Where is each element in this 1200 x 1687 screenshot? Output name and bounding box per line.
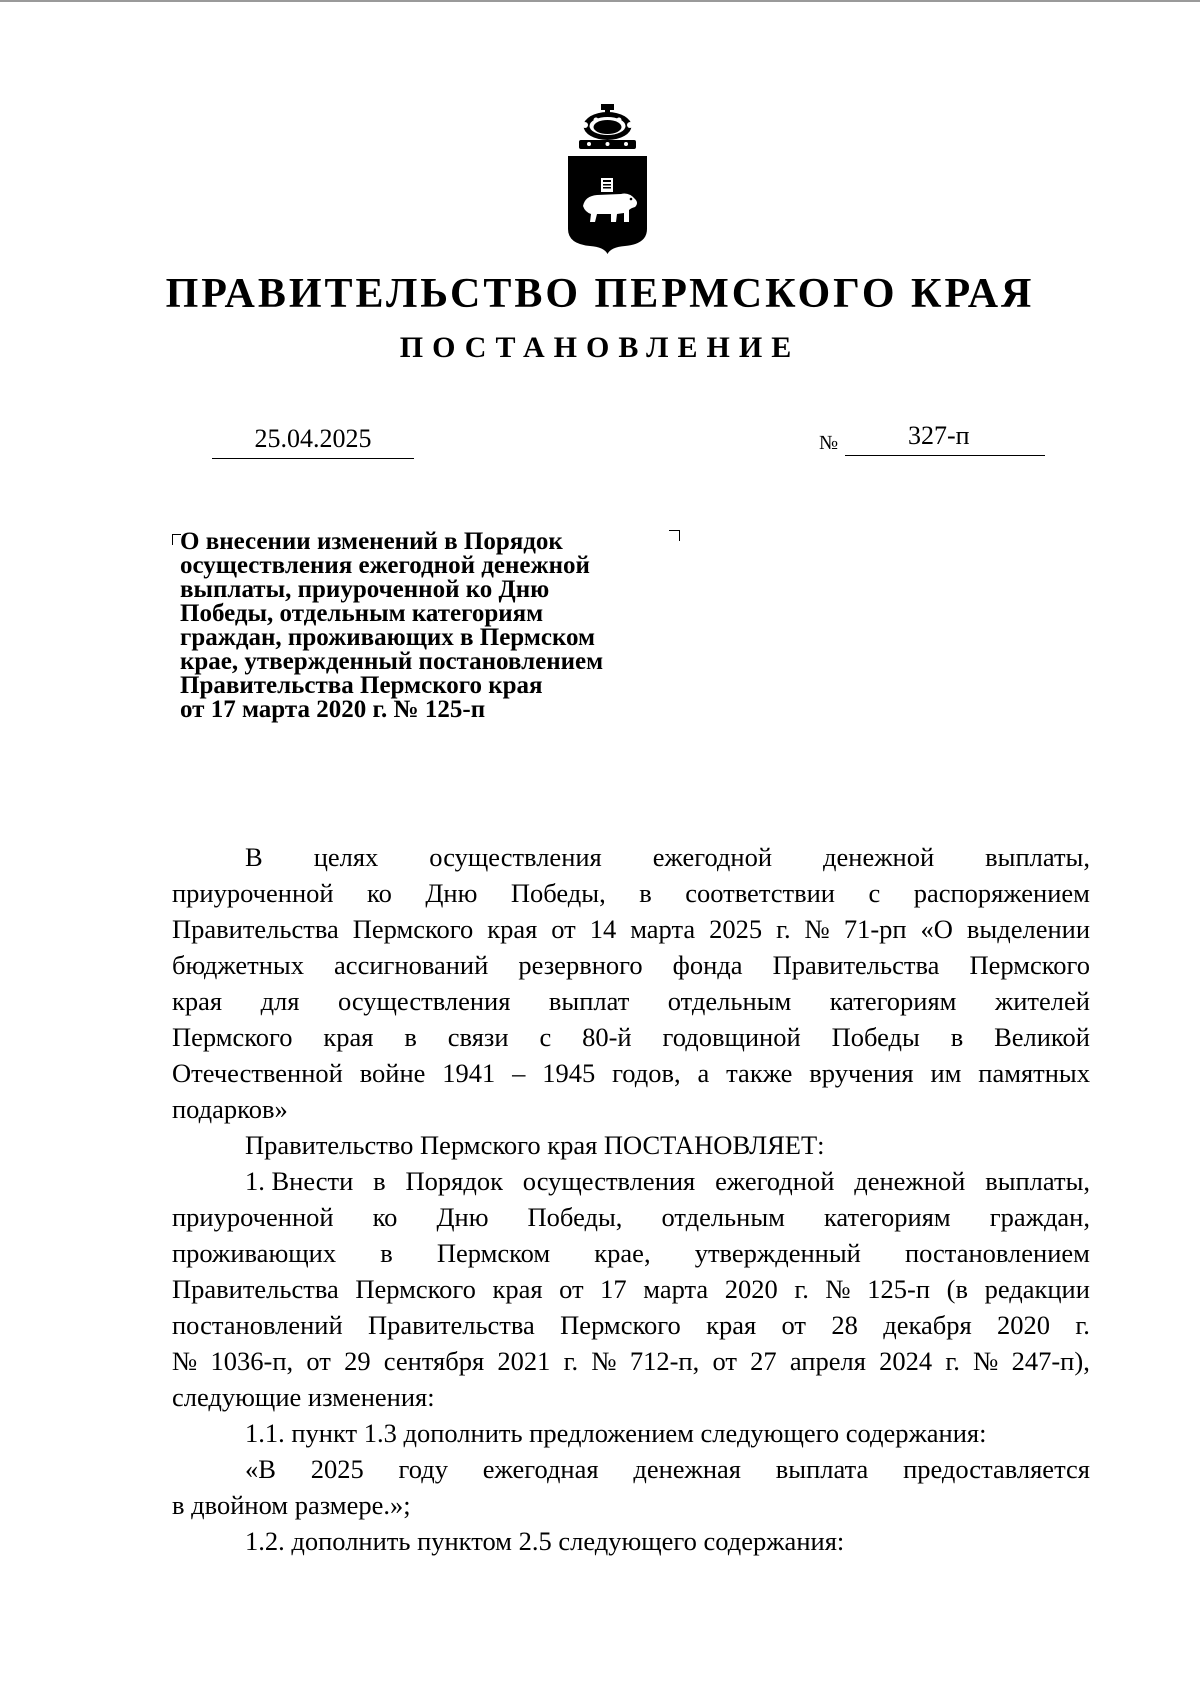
word: марта [643, 1274, 709, 1304]
word: отдельным [661, 1202, 785, 1232]
word: осуществления [337, 986, 511, 1016]
word: от [551, 914, 576, 944]
word: (в [946, 1274, 968, 1304]
word: № [172, 1346, 198, 1376]
word: 712-п, [629, 1346, 700, 1376]
word: выплаты, [985, 842, 1090, 872]
body-line [172, 839, 1090, 875]
word: 71-рп [843, 914, 907, 944]
word: резервного [518, 950, 643, 980]
subject-line: выплаты, приуроченной ко Дню [180, 576, 550, 603]
word: г. [776, 914, 791, 944]
word: в [950, 1022, 964, 1052]
body-line [172, 1271, 1090, 1307]
word: 28 [831, 1310, 858, 1340]
word: годов, [612, 1058, 681, 1088]
word: 17 [600, 1274, 627, 1304]
word: отдельным [667, 986, 792, 1016]
body-line [172, 875, 1090, 911]
word: выплата [775, 1454, 869, 1484]
word: края [492, 1274, 543, 1304]
word: ассигнований [334, 950, 489, 980]
word: граждан, [989, 1202, 1090, 1232]
word: Порядок [405, 1166, 503, 1196]
word: 29 [344, 1346, 371, 1376]
word: годовщиной [662, 1022, 801, 1052]
word: году [398, 1454, 448, 1484]
body-line [172, 1343, 1090, 1379]
subject-line: граждан, проживающих в Пермском [180, 624, 596, 651]
word: марта [630, 914, 696, 944]
word: сентября [383, 1346, 485, 1376]
word: денежной [854, 1166, 966, 1196]
word: а [697, 1058, 710, 1088]
word: г. [563, 1346, 579, 1376]
word: для [260, 986, 300, 1016]
word: апреля [789, 1346, 866, 1376]
document-date: 25.04.2025 [212, 424, 414, 459]
body-line [172, 1307, 1090, 1343]
word: ежегодной [715, 1166, 835, 1196]
subject-line: крае, утвержденный постановлением [180, 648, 604, 675]
word: утвержденный [694, 1238, 861, 1268]
subject-line: осуществления ежегодной денежной [180, 552, 590, 579]
word: г. [945, 1346, 960, 1376]
word: приуроченной [172, 1202, 334, 1232]
word: декабря [883, 1310, 972, 1340]
word: края [323, 1022, 374, 1052]
word: также [726, 1058, 793, 1088]
word: Пермского [172, 1022, 293, 1052]
document-subject [180, 530, 680, 722]
word: 27 [750, 1346, 777, 1376]
word: им [930, 1058, 962, 1088]
body-line: 1.2. дополнить пунктом 2.5 следующего содержания: [245, 1526, 845, 1556]
word: ко [367, 878, 392, 908]
word: 247-п), [1011, 1346, 1090, 1376]
word: «В [245, 1454, 276, 1484]
word: № [973, 1346, 999, 1376]
word: Дню [425, 878, 478, 908]
body-line [172, 1019, 1090, 1055]
word: выплаты, [985, 1166, 1090, 1196]
word: 2021 [497, 1346, 551, 1376]
word: № [591, 1346, 617, 1376]
word: в [380, 1238, 393, 1268]
word: 2020 [997, 1310, 1051, 1340]
word: Отечественной [172, 1058, 343, 1088]
word: в [639, 878, 652, 908]
word: Правительства [172, 1274, 339, 1304]
word: ко [372, 1202, 398, 1232]
word: бюджетных [172, 950, 304, 980]
word: 1945 [542, 1058, 596, 1088]
word: фонда [672, 950, 743, 980]
subject-line: О внесении изменений в Порядок [180, 528, 563, 555]
word: 14 [589, 914, 617, 944]
word: приуроченной [172, 878, 334, 908]
word: целях [313, 842, 379, 872]
body-line [172, 1055, 1090, 1091]
body-line [172, 911, 1090, 947]
word: Великой [994, 1022, 1090, 1052]
word: Пермского [355, 1274, 476, 1304]
body-line [172, 1199, 1090, 1235]
word: 1. Внести [245, 1166, 354, 1196]
word: распоряжением [913, 878, 1090, 908]
word: г. [1075, 1310, 1090, 1340]
word: «О [920, 914, 953, 944]
subject-line: Победы, отдельным категориям [180, 600, 544, 627]
subject-line: Правительства Пермского края [180, 672, 543, 699]
body-line: следующие изменения: [172, 1382, 435, 1412]
word: 1036-п, [210, 1346, 294, 1376]
word: ежегодная [482, 1454, 599, 1484]
subject-line: от 17 марта 2020 г. № 125-п [180, 696, 486, 723]
word: Правительства [172, 914, 339, 944]
perm-krai-coat-of-arms-icon [565, 104, 650, 254]
word: постановлений [172, 1310, 343, 1340]
document-type-title: ПОСТАНОВЛЕНИЕ [399, 331, 801, 364]
word: войне [359, 1058, 426, 1088]
word: Победы, [527, 1202, 623, 1232]
number-sign: № [819, 432, 839, 454]
word: № [825, 1274, 851, 1304]
word: г. [794, 1274, 809, 1304]
word: предоставляется [903, 1454, 1090, 1484]
word: 1941 [442, 1058, 496, 1088]
word: осуществления [429, 842, 602, 872]
organization-title: ПРАВИТЕЛЬСТВО ПЕРМСКОГО КРАЯ [165, 271, 1035, 317]
word: 2024 [879, 1346, 933, 1376]
word: категориям [829, 986, 957, 1016]
word: соответствии [685, 878, 835, 908]
word: постановлением [904, 1238, 1090, 1268]
word: в [373, 1166, 386, 1196]
word: № [804, 914, 830, 944]
body-line [172, 947, 1090, 983]
word: от [559, 1274, 584, 1304]
word: Пермского [352, 914, 474, 944]
word: Победы, [510, 878, 606, 908]
word: денежная [633, 1454, 741, 1484]
word: от [712, 1346, 737, 1376]
body-line [172, 1451, 1090, 1487]
word: осуществления [522, 1166, 696, 1196]
document-number-field [845, 421, 1045, 456]
word: Пермского [969, 950, 1090, 980]
word: – [512, 1058, 526, 1088]
body-line: в двойном размере.»; [172, 1490, 411, 1520]
body-line: подарков» [172, 1094, 288, 1124]
word: памятных [978, 1058, 1090, 1088]
word: 80-й [582, 1022, 632, 1052]
word: Пермском [436, 1238, 551, 1268]
word: Правительства [368, 1310, 535, 1340]
word: вручения [809, 1058, 914, 1088]
body-line [172, 1163, 1090, 1199]
word: В [245, 842, 263, 872]
body-line: Правительство Пермского края ПОСТАНОВЛЯЕТ: [245, 1130, 825, 1160]
word: категориям [823, 1202, 951, 1232]
word: в [404, 1022, 417, 1052]
word: проживающих [172, 1238, 337, 1268]
word: жителей [994, 986, 1090, 1016]
word: с [539, 1022, 552, 1052]
word: Правительства [772, 950, 940, 980]
word: Пермского [560, 1310, 681, 1340]
word: Победы [831, 1022, 920, 1052]
word: выплат [548, 986, 630, 1016]
word: крае, [594, 1238, 651, 1268]
body-line [172, 983, 1090, 1019]
word: края [172, 986, 223, 1016]
word: Дню [436, 1202, 489, 1232]
word: 2025 [310, 1454, 364, 1484]
word: края [487, 914, 538, 944]
word: ежегодной [652, 842, 773, 872]
word: 2020 [724, 1274, 778, 1304]
word: денежной [823, 842, 935, 872]
scan-edge-line [0, 0, 1200, 2]
word: выделении [966, 914, 1090, 944]
document-body [172, 839, 1090, 1559]
body-line [172, 1235, 1090, 1271]
word: 2025 [709, 914, 763, 944]
word: края [706, 1310, 757, 1340]
body-line: 1.1. пункт 1.3 дополнить предложением следующего содержания: [245, 1418, 987, 1448]
document-number: 327-п [908, 421, 970, 450]
word: от [306, 1346, 331, 1376]
word: связи [447, 1022, 509, 1052]
word: 125-п [867, 1274, 931, 1304]
word: с [868, 878, 881, 908]
word: редакции [984, 1274, 1090, 1304]
word: от [781, 1310, 807, 1340]
